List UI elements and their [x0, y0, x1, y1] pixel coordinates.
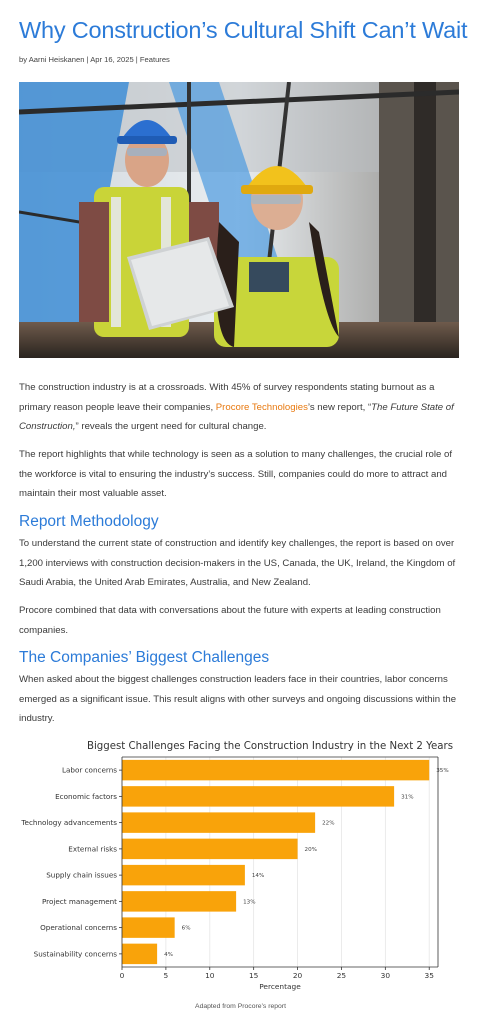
- bar: [122, 917, 175, 937]
- construction-workers-photo: [19, 82, 459, 358]
- bar: [122, 839, 298, 859]
- y-tick-label: Technology advancements: [21, 818, 117, 828]
- article-title: Why Construction’s Cultural Shift Can’t Wait: [19, 17, 468, 43]
- chart-caption: Adapted from Procore’s report: [195, 1003, 286, 1010]
- challenges-bar-chart: [0, 735, 481, 995]
- intro-text-start: The construction industry is at a crossroads. With 45% of survey respondents stating burnout as a primary reason people leave their companies,: [19, 382, 435, 413]
- paragraph-procore-combined: Procore combined that data with conversations about the future with experts at leading construction companies.: [19, 605, 441, 636]
- value-label: 31%: [401, 794, 414, 801]
- x-tick-label: 15: [248, 971, 259, 980]
- bar: [122, 786, 394, 806]
- x-tick-label: 10: [205, 971, 215, 980]
- y-tick-label: Operational concerns: [40, 923, 117, 933]
- bar: [122, 865, 245, 885]
- paragraph-methodology: To understand the current state of construction and identify key challenges, the report is based on over 1,200 interviews with construction decision-makers in the US, Canada, the UK, Ireland, the Kingdom of Saudi Arabia, the United Arab Emirates, Australia, and New Zealand.: [19, 538, 456, 588]
- y-tick-label: External risks: [68, 844, 117, 854]
- bar: [122, 760, 429, 780]
- x-tick-label: 0: [119, 971, 125, 980]
- y-tick-label: Labor concerns: [61, 765, 117, 775]
- procore-link[interactable]: Procore Technologies: [215, 401, 308, 413]
- paragraph-report-highlights: The report highlights that while technology is seen as a solution to many challenges, the crucial role of the workforce is vital to ensuring the industry’s success. Still, companies could do more to attract and maintain their most valuable asset.: [19, 449, 453, 499]
- x-tick-label: 25: [336, 971, 347, 980]
- report-title-italic: The Future State of Construction,: [19, 401, 454, 432]
- value-label: 6%: [181, 925, 191, 932]
- intro-text-end: ” reveals the urgent need for cultural change.: [75, 421, 267, 432]
- x-tick-label: 35: [424, 971, 434, 980]
- x-tick-label: 20: [292, 971, 303, 980]
- bar: [122, 891, 236, 911]
- value-label: 35%: [436, 768, 449, 775]
- byline: by Aarni Heiskanen | Apr 16, 2025 | Features: [19, 55, 170, 64]
- value-label: 22%: [322, 820, 335, 827]
- x-tick-label: 30: [380, 971, 391, 980]
- intro-text-mid: ’s new report, “: [307, 401, 372, 413]
- bar: [122, 812, 315, 832]
- value-label: 13%: [243, 899, 256, 906]
- value-label: 14%: [251, 873, 265, 880]
- paragraph-intro: [19, 378, 459, 437]
- heading-biggest-challenges: The Companies’ Biggest Challenges: [19, 649, 270, 666]
- bar: [122, 944, 157, 964]
- y-tick-label: Supply chain issues: [46, 870, 117, 880]
- chart-title: Biggest Challenges Facing the Construction Industry in the Next 2 Years: [86, 741, 454, 752]
- hero-image: [19, 82, 459, 358]
- value-label: 20%: [304, 846, 317, 853]
- y-tick-label: Project management: [41, 896, 117, 906]
- heading-report-methodology: Report Methodology: [19, 513, 159, 530]
- y-tick-label: Economic factors: [55, 791, 117, 801]
- y-tick-label: Sustainability concerns: [33, 949, 117, 959]
- x-axis-label: Percentage: [259, 982, 301, 991]
- paragraph-challenges: When asked about the biggest challenges construction leaders face in their countries, labor concerns emerged as a significant issue. This result aligns with other surveys and ongoing discussions within the industry.: [19, 674, 457, 724]
- x-tick-label: 5: [163, 971, 169, 980]
- value-label: 4%: [164, 951, 173, 958]
